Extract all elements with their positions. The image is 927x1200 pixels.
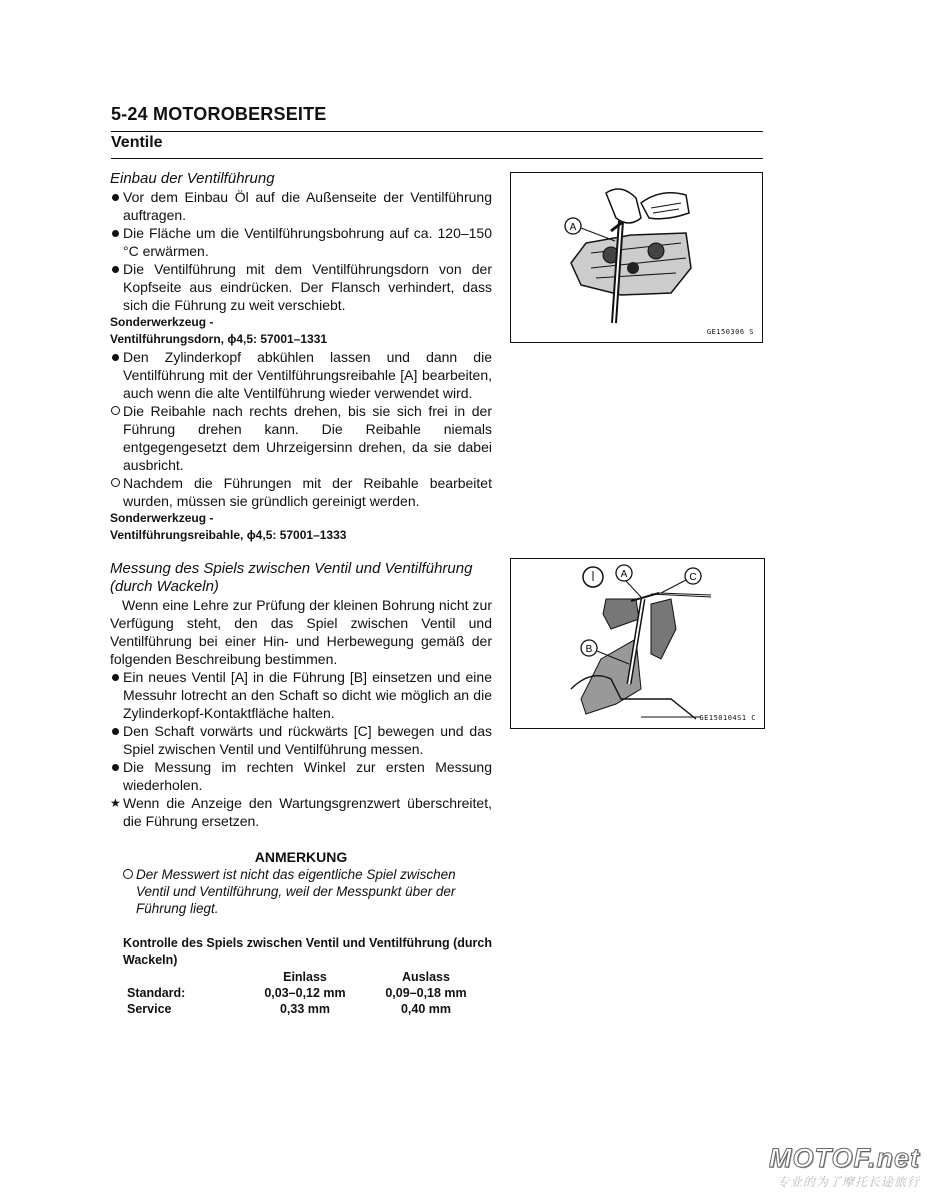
special-tool-name: Ventilführungsreibahle, ϕ4,5: 57001–1333 (110, 528, 347, 542)
list-item-text: Den Zylinderkopf abkühlen lassen und dann die Ventilführung mit der Ventilführungsreibahle [A] bearbeiten, auch wenn die alte Ventilführung wieder verwendet wird. (123, 349, 492, 401)
list-item-text: Wenn die Anzeige den Wartungsgrenzwert überschreitet, die Führung ersetzen. (123, 795, 492, 829)
list-item (110, 402, 492, 474)
list-item-text: Die Fläche um die Ventilführungsbohrung auf ca. 120–150 °C erwärmen. (123, 225, 492, 259)
section1-heading: Einbau der Ventilführung (110, 170, 275, 187)
list-item (110, 348, 492, 402)
section2-intro: Wenn eine Lehre zur Prüfung der kleinen Bohrung nicht zur Verfügung steht, den das Spiel zwischen Ventil und Ventilführung bei einer Hin- und Herbewegung gemäß der folgenden Beschreibung bestimmen. (110, 597, 492, 667)
header-rule (111, 131, 763, 132)
table-cell: Standard: (127, 986, 186, 1000)
spec-table (127, 969, 476, 1017)
section2-heading: Messung des Spiels zwischen Ventil und Ventilführung (durch Wackeln) (110, 560, 473, 595)
watermark-subtext: 专业的为了摩托长途旅行 (776, 1175, 920, 1189)
table-cell (127, 969, 234, 985)
page-title: 5-24 MOTOROBERSEITE (111, 104, 327, 124)
list-item (110, 668, 492, 722)
callout-a-label: A (569, 222, 577, 233)
list-item-text: Den Schaft vorwärts und rückwärts [C] bewegen und das Spiel zwischen Ventil und Ventilführung messen. (123, 723, 492, 757)
list-item-text: Vor dem Einbau Öl auf die Außenseite der Ventilführung auftragen. (123, 189, 492, 223)
watermark-logo (760, 1143, 920, 1190)
watermark-text: MOTOF.net (768, 1143, 920, 1173)
figure-code: GE150104S1 C (699, 714, 756, 722)
table-cell: 0,09–0,18 mm (385, 986, 467, 1000)
special-tool-label: Sonderwerkzeug - (110, 511, 214, 525)
note-body (110, 866, 492, 917)
figure-code: GE150306 S (706, 328, 754, 336)
section-title: Ventile (111, 134, 163, 151)
page-header (111, 104, 763, 125)
star-icon: ★ (110, 796, 121, 810)
figure-clearance (510, 558, 765, 729)
list-item-text: Die Messung im rechten Winkel zur ersten Messung wiederholen. (123, 759, 492, 793)
list-item (110, 758, 492, 794)
section-rule (111, 158, 763, 159)
table-row (127, 985, 476, 1001)
table-row (127, 1001, 476, 1017)
callout-b-label: B (585, 644, 593, 655)
table-header: Auslass (402, 970, 450, 984)
figure-reamer (510, 172, 763, 343)
list-item (110, 722, 492, 758)
table-cell: 0,03–0,12 mm (264, 986, 346, 1000)
callout-a-label: A (620, 569, 628, 580)
list-item-text: Ein neues Ventil [A] in die Führung [B] einsetzen und eine Messuhr lotrecht an den Schaft so dicht wie möglich an die Zylinderkopf-Kontaktfläche halten. (123, 669, 492, 721)
list-item (110, 474, 492, 510)
section-valve-guide-install (110, 170, 492, 544)
list-item (110, 224, 492, 260)
callout-c-label: C (689, 572, 697, 583)
list-item (110, 188, 492, 224)
table-cell: Service (127, 1002, 172, 1016)
table-cell: 0,33 mm (279, 1002, 331, 1016)
list-item-text: Nachdem die Führungen mit der Reibahle bearbeitet wurden, müssen sie gründlich gereinigt werden. (123, 475, 492, 509)
table-header: Einlass (283, 970, 327, 984)
table-row (127, 969, 476, 985)
list-item-text: Die Reibahle nach rechts drehen, bis sie sich frei in der Führung drehen kann. Die Reibahle niemals entgegengesetzt dem Uhrzeigersinn drehen, da sie dabei ausbricht. (123, 403, 492, 473)
special-tool-label: Sonderwerkzeug - (110, 315, 214, 329)
clearance-illustration (511, 559, 764, 728)
list-item-text: Die Ventilführung mit dem Ventilführungsdorn von der Kopfseite aus eindrücken. Der Flansch verhindert, dass sich die Führung zu weit verschiebt. (123, 261, 492, 313)
list-item (110, 260, 492, 314)
spec-title: Kontrolle des Spiels zwischen Ventil und Ventilführung (durch Wackeln) (123, 936, 492, 967)
circle-icon (123, 869, 133, 879)
table-cell: 0,40 mm (400, 1002, 452, 1016)
note-text: Der Messwert ist nicht das eigentliche Spiel zwischen Ventil und Ventilführung, weil der Messpunkt über der Führung liegt. (136, 867, 456, 916)
special-tool-name: Ventilführungsdorn, ϕ4,5: 57001–1331 (110, 332, 328, 346)
list-item-star (110, 794, 492, 830)
section-valve-clearance (110, 560, 492, 1017)
note-title: ANMERKUNG (254, 849, 348, 865)
reamer-illustration (511, 173, 762, 342)
